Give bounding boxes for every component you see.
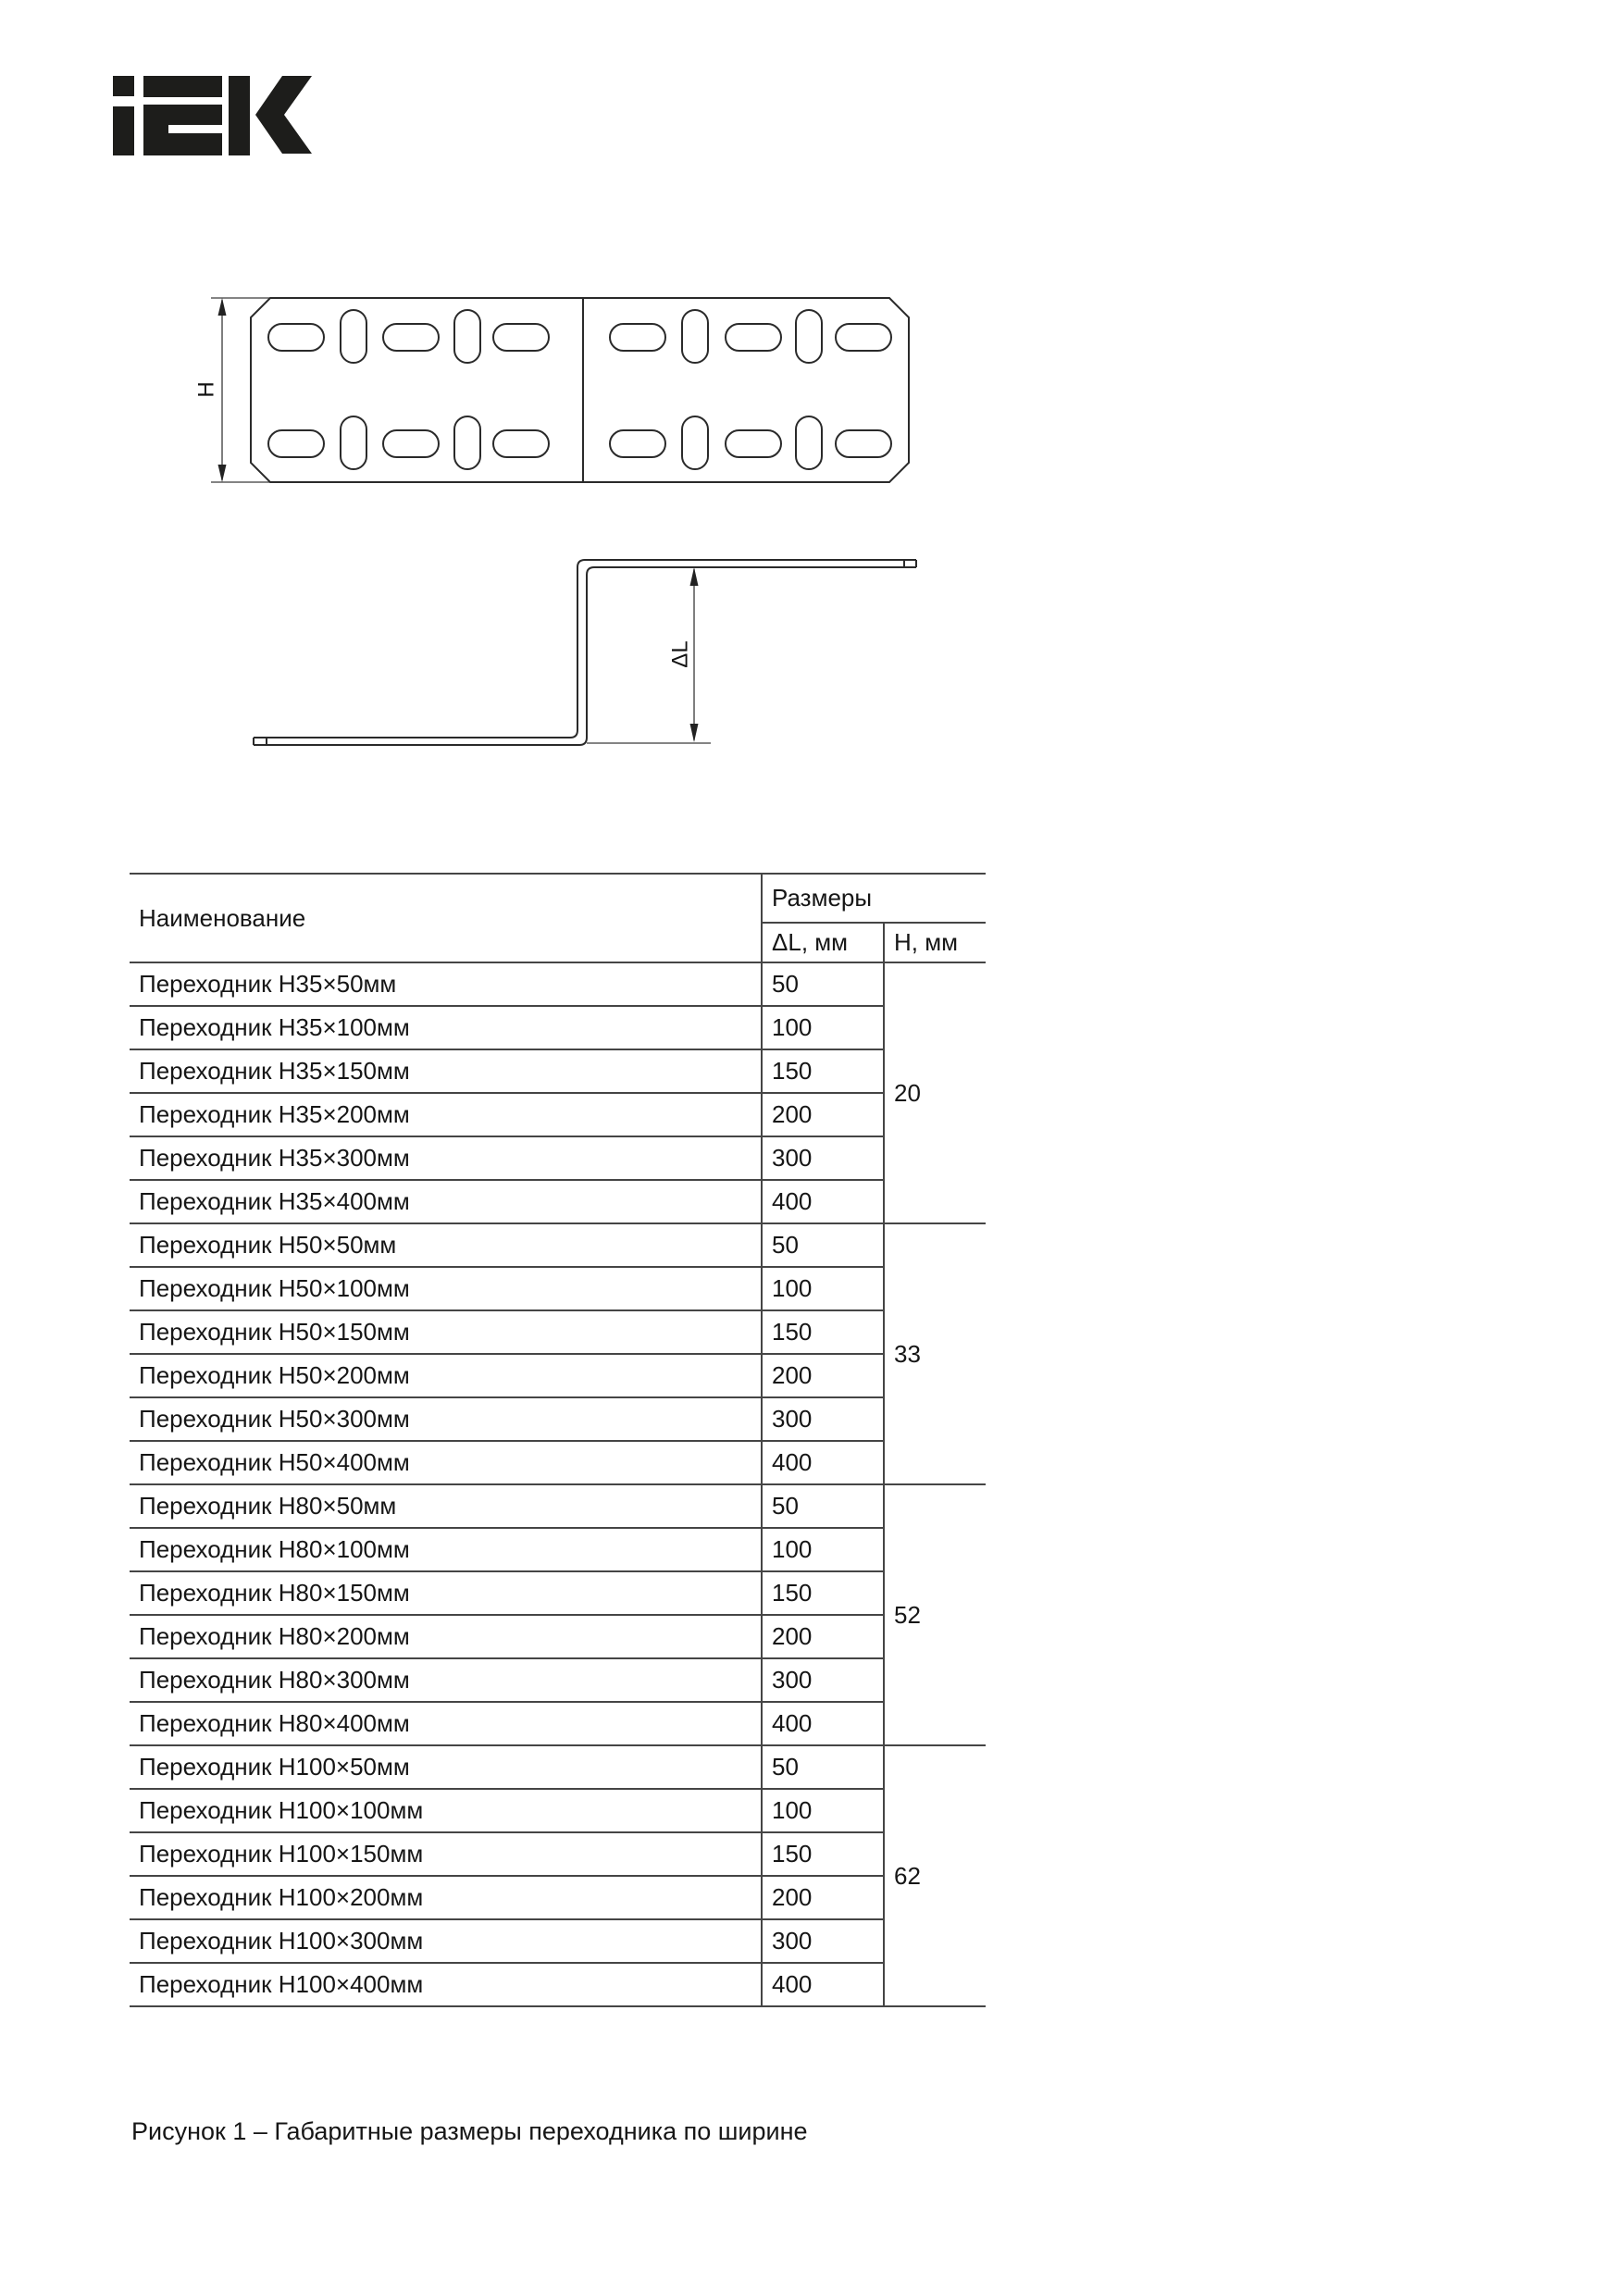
cell-name: Переходник H35×50мм <box>130 962 762 1006</box>
cell-name: Переходник H100×300мм <box>130 1919 762 1963</box>
cell-name: Переходник H35×100мм <box>130 1006 762 1049</box>
table-row <box>130 1919 986 1963</box>
table-row <box>130 1702 986 1745</box>
cell-name: Переходник H100×100мм <box>130 1789 762 1832</box>
cell-dl: 300 <box>762 1397 884 1441</box>
cell-dl: 400 <box>762 1963 884 2006</box>
table-row <box>130 1832 986 1876</box>
cell-dl: 400 <box>762 1441 884 1484</box>
top-view-drawing <box>185 278 925 500</box>
cell-dl: 300 <box>762 1136 884 1180</box>
dimensions-table <box>130 873 986 2007</box>
arrowhead-up <box>218 298 227 316</box>
cell-name: Переходник H80×50мм <box>130 1484 762 1528</box>
table-row <box>130 1267 986 1310</box>
cell-name: Переходник H100×50мм <box>130 1745 762 1789</box>
cell-dl: 50 <box>762 1223 884 1267</box>
side-view-drawing <box>241 537 944 777</box>
cell-name: Переходник H50×200мм <box>130 1354 762 1397</box>
table-row <box>130 1223 986 1267</box>
cell-dl: 100 <box>762 1006 884 1049</box>
cell-name: Переходник H100×400мм <box>130 1963 762 2006</box>
cell-name: Переходник H50×400мм <box>130 1441 762 1484</box>
cell-name: Переходник H80×200мм <box>130 1615 762 1658</box>
header-dl: ΔL, мм <box>762 923 884 962</box>
table-row <box>130 1658 986 1702</box>
iek-logo-glyphs <box>113 76 312 155</box>
cell-dl: 50 <box>762 962 884 1006</box>
cell-name: Переходник H35×400мм <box>130 1180 762 1223</box>
cell-name: Переходник H80×100мм <box>130 1528 762 1571</box>
cell-h: 20 <box>884 962 986 1223</box>
figure-caption: Рисунок 1 – Габаритные размеры переходника по ширине <box>131 2117 808 2145</box>
cell-dl: 150 <box>762 1049 884 1093</box>
header-sizes: Размеры <box>762 874 986 923</box>
cell-dl: 150 <box>762 1832 884 1876</box>
header-h: H, мм <box>884 923 986 962</box>
cell-dl: 100 <box>762 1267 884 1310</box>
cell-name: Переходник H50×50мм <box>130 1223 762 1267</box>
cell-h: 62 <box>884 1745 986 2006</box>
cell-dl: 400 <box>762 1702 884 1745</box>
table-row <box>130 1528 986 1571</box>
table-row <box>130 1136 986 1180</box>
cell-name: Переходник H35×200мм <box>130 1093 762 1136</box>
table-row <box>130 1354 986 1397</box>
arrowhead-down <box>218 465 227 482</box>
cell-name: Переходник H80×150мм <box>130 1571 762 1615</box>
arrowhead-up <box>690 567 699 586</box>
header-name: Наименование <box>130 874 762 962</box>
cell-name: Переходник H50×100мм <box>130 1267 762 1310</box>
cell-name: Переходник H50×150мм <box>130 1310 762 1354</box>
cell-dl: 50 <box>762 1745 884 1789</box>
table-row <box>130 1180 986 1223</box>
table-row <box>130 1093 986 1136</box>
cell-dl: 100 <box>762 1528 884 1571</box>
cell-h: 52 <box>884 1484 986 1745</box>
table-row <box>130 1615 986 1658</box>
cell-dl: 400 <box>762 1180 884 1223</box>
arrowhead-down <box>690 724 699 742</box>
table-row <box>130 1441 986 1484</box>
plate-outline <box>251 298 909 482</box>
cell-dl: 150 <box>762 1310 884 1354</box>
table-row <box>130 1789 986 1832</box>
cell-name: Переходник H80×400мм <box>130 1702 762 1745</box>
z-profile <box>254 560 916 745</box>
cell-dl: 100 <box>762 1789 884 1832</box>
dimension-label-dl: ΔL <box>667 640 693 668</box>
cell-name: Переходник H100×200мм <box>130 1876 762 1919</box>
table-row <box>130 962 986 1006</box>
table-row <box>130 1049 986 1093</box>
cell-dl: 50 <box>762 1484 884 1528</box>
cell-name: Переходник H80×300мм <box>130 1658 762 1702</box>
dimensions-table-wrap <box>130 873 986 2007</box>
cell-dl: 200 <box>762 1876 884 1919</box>
table-row <box>130 1397 986 1441</box>
cell-name: Переходник H35×150мм <box>130 1049 762 1093</box>
plate-slots <box>268 310 891 469</box>
cell-name: Переходник H50×300мм <box>130 1397 762 1441</box>
table-row <box>130 1963 986 2006</box>
table-row <box>130 1006 986 1049</box>
cell-dl: 200 <box>762 1093 884 1136</box>
cell-h: 33 <box>884 1223 986 1484</box>
cell-name: Переходник H100×150мм <box>130 1832 762 1876</box>
table-row <box>130 1484 986 1528</box>
iek-logo <box>111 74 315 157</box>
cell-dl: 300 <box>762 1919 884 1963</box>
table-row <box>130 1310 986 1354</box>
table-row <box>130 1571 986 1615</box>
cell-dl: 150 <box>762 1571 884 1615</box>
cell-dl: 200 <box>762 1354 884 1397</box>
table-row <box>130 1876 986 1919</box>
table-body <box>130 962 986 2006</box>
cell-name: Переходник H35×300мм <box>130 1136 762 1180</box>
dimension-label-h: H <box>193 381 219 398</box>
cell-dl: 300 <box>762 1658 884 1702</box>
table-row <box>130 1745 986 1789</box>
cell-dl: 200 <box>762 1615 884 1658</box>
